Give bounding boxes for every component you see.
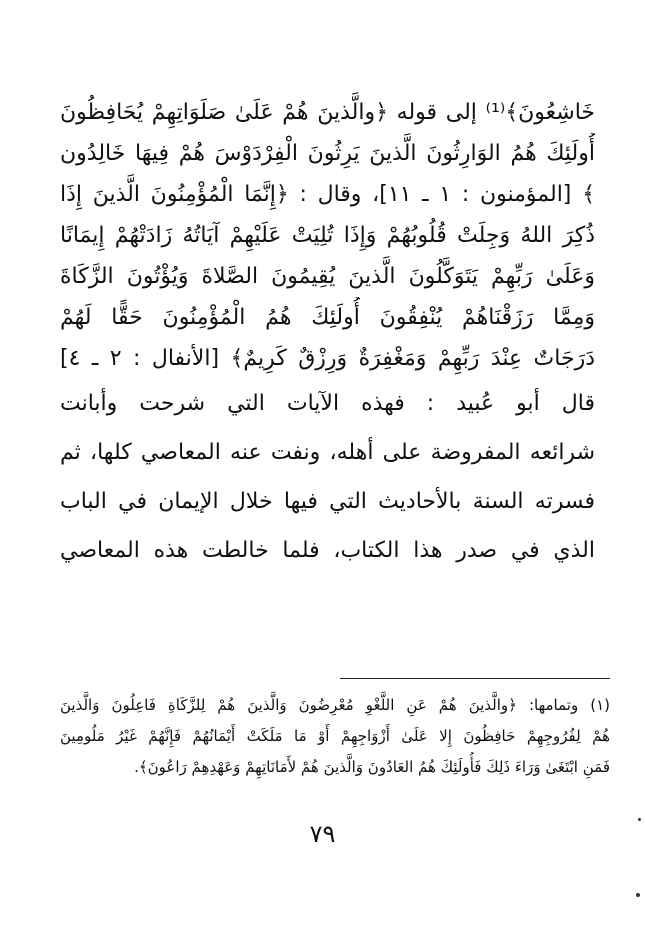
footnote-line: هُمْ لِفُرُوجِهِمْ حَافِظُونَ إِلا عَلَىٰ أَزْوَاجِهِمْ أَوْ مَا مَلَكَتْ أَيْمَانُهُمْ فَإِنَّهُمْ غَيْرُ مَلُومِينَ — [60, 727, 610, 745]
main-text-block — [60, 92, 595, 575]
verse-line: ﴾ [المؤمنون : ١ ـ ١١]، وقال : ﴿إِنَّمَا الْمُؤْمِنُونَ الَّذينَ إِذَا — [60, 182, 595, 207]
footnote-line: فَمَنِ ابْتَغَىٰ وَرَاءَ ذَلِكَ فَأُولَئِكَ هُمُ العَادُونَ وَالَّذينَ هُمْ لأَمَانَاتِهِمْ وَعَهْدِهِمْ رَاعُونَ﴾. — [134, 758, 610, 776]
verse-line: ذُكِرَ اللهُ وَجِلَتْ قُلُوبُهُمْ وَإِذَا تُلِيَتْ عَلَيْهِمْ آيَاتُهُ زَادَتْهُمْ إِيمَانًا — [60, 223, 595, 248]
verse-line: وَعَلَىٰ رَبِّهِمْ يَتَوَكَّلُونَ الَّذينَ يُقِيمُونَ الصَّلاةَ وَيُؤْتُونَ الزَّكَاةَ — [60, 264, 595, 289]
footnote-block — [60, 690, 610, 783]
scan-speck — [638, 818, 641, 821]
footnote-divider — [340, 678, 610, 679]
page-number: ٧٩ — [309, 820, 336, 848]
prose-line: فسرته السنة بالأحاديث التي فيها خلال الإيمان في الباب — [60, 489, 595, 514]
verse-line: خَاشِعُونَ﴾⁽¹⁾ إلى قوله ﴿والَّذينَ هُمْ عَلَىٰ صَلَوَاتِهِمْ يُحَافِظُونَ — [60, 100, 595, 125]
prose-line: قال أبو عُبيد : فهذه الآيات التي شرحت وأبانت — [60, 391, 595, 416]
prose-line: شرائعه المفروضة على أهله، ونفت عنه المعاصي كلها، ثم — [60, 440, 595, 465]
verse-line: أُولَئِكَ هُمُ الوَارِثُونَ الَّذينَ يَرِثُونَ الْفِرْدَوْسَ هُمْ فِيهَا خَالِدُون — [60, 141, 595, 166]
prose-line: الذي في صدر هذا الكتاب، فلما خالطت هذه المعاصي — [60, 538, 595, 563]
verse-line: دَرَجَاتٌ عِنْدَ رَبِّهِمْ وَمَغْفِرَةٌ وَرِزْقٌ كَرِيمٌ﴾ [الأنفال : ٢ ـ ٤] — [60, 346, 595, 371]
footnote-line: (١) وتمامها: ﴿والَّذينَ هُمْ عَنِ اللَّغْوِ مُعْرِضُونَ وَالَّذينَ هُمْ لِلزَّكَاةِ فَاعِلُونَ وَالَّذينَ — [60, 696, 610, 714]
scan-speck — [636, 893, 640, 897]
verse-line: وَمِمَّا رَزَقْنَاهُمْ يُنْفِقُونَ أُولَئِكَ هُمُ الْمُؤْمِنُونَ حَقًّا لَهُمْ — [60, 305, 595, 330]
